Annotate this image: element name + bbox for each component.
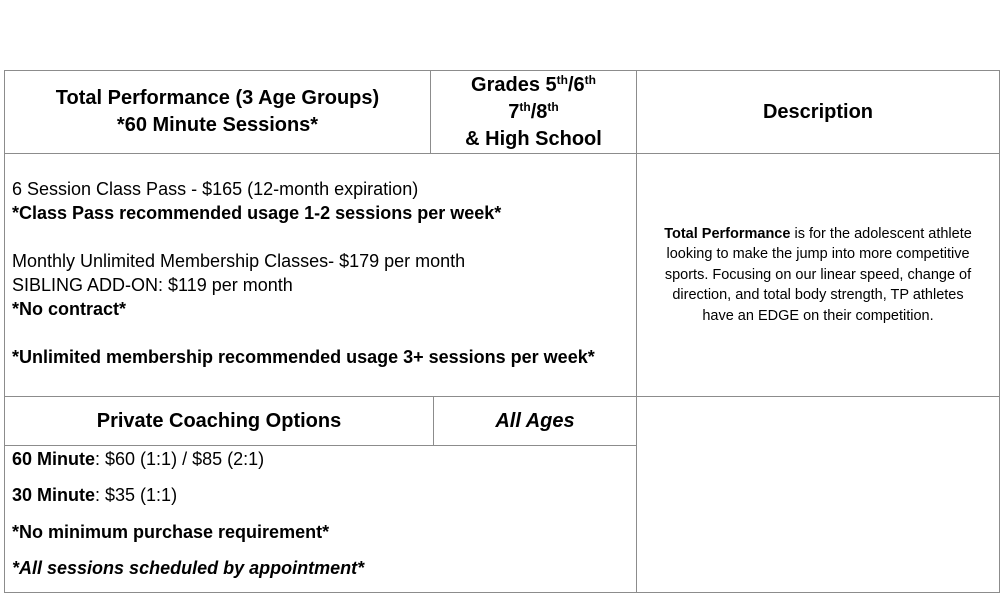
no-minimum-note: *No minimum purchase requirement* (12, 522, 330, 542)
description-line-4: direction, and total body strength, TP athletes (672, 287, 964, 304)
grades-line-1: Grades 5th/6th (471, 72, 596, 96)
description-cell (637, 154, 999, 396)
private-coaching-heading: Private Coaching Options (96, 409, 342, 432)
option-30-minute: 30 Minute: $35 (1:1) (12, 485, 178, 505)
class-pass-note: *Class Pass recommended usage 1-2 sessions per week* (12, 203, 502, 223)
class-pass-text: 6 Session Class Pass - $165 (12-month expiration) (12, 179, 419, 199)
program-title: Total Performance (3 Age Groups) (55, 87, 380, 109)
private-header-divider (4, 445, 637, 446)
sibling-addon-text: SIBLING ADD-ON: $119 per month (12, 275, 293, 295)
description-line-2: looking to make the jump into more competitive (666, 246, 970, 263)
appointment-note: *All sessions scheduled by appointment* (12, 558, 365, 578)
pricing-table (4, 70, 1000, 593)
description-line-3: sports. Focusing on our linear speed, change of (664, 266, 972, 283)
description-line-1: Total Performance is for the adolescent athlete (664, 225, 972, 242)
grades-cell (431, 71, 636, 153)
all-ages-label: All Ages (495, 409, 575, 432)
pricing-cell (12, 177, 632, 369)
unlimited-usage-note: *Unlimited membership recommended usage 3+ sessions per week* (12, 347, 595, 367)
option-60-minute: 60 Minute: $60 (1:1) / $85 (2:1) (12, 449, 265, 469)
monthly-membership-text: Monthly Unlimited Membership Classes- $179 per month (12, 251, 466, 271)
all-ages-cell (434, 397, 636, 445)
table-border-bottom (4, 592, 1000, 593)
grades-line-2: 7th/8th (508, 99, 559, 123)
description-line-5: have an EDGE on their competition. (702, 307, 934, 324)
private-options-cell (12, 447, 632, 580)
grades-line-3: & High School (465, 127, 602, 150)
no-contract-note: *No contract* (12, 299, 127, 319)
program-subtitle: *60 Minute Sessions* (116, 114, 319, 136)
description-heading: Description (762, 100, 874, 123)
description-heading-cell (637, 71, 999, 153)
program-title-cell (5, 71, 430, 153)
private-coaching-heading-cell (5, 397, 433, 445)
